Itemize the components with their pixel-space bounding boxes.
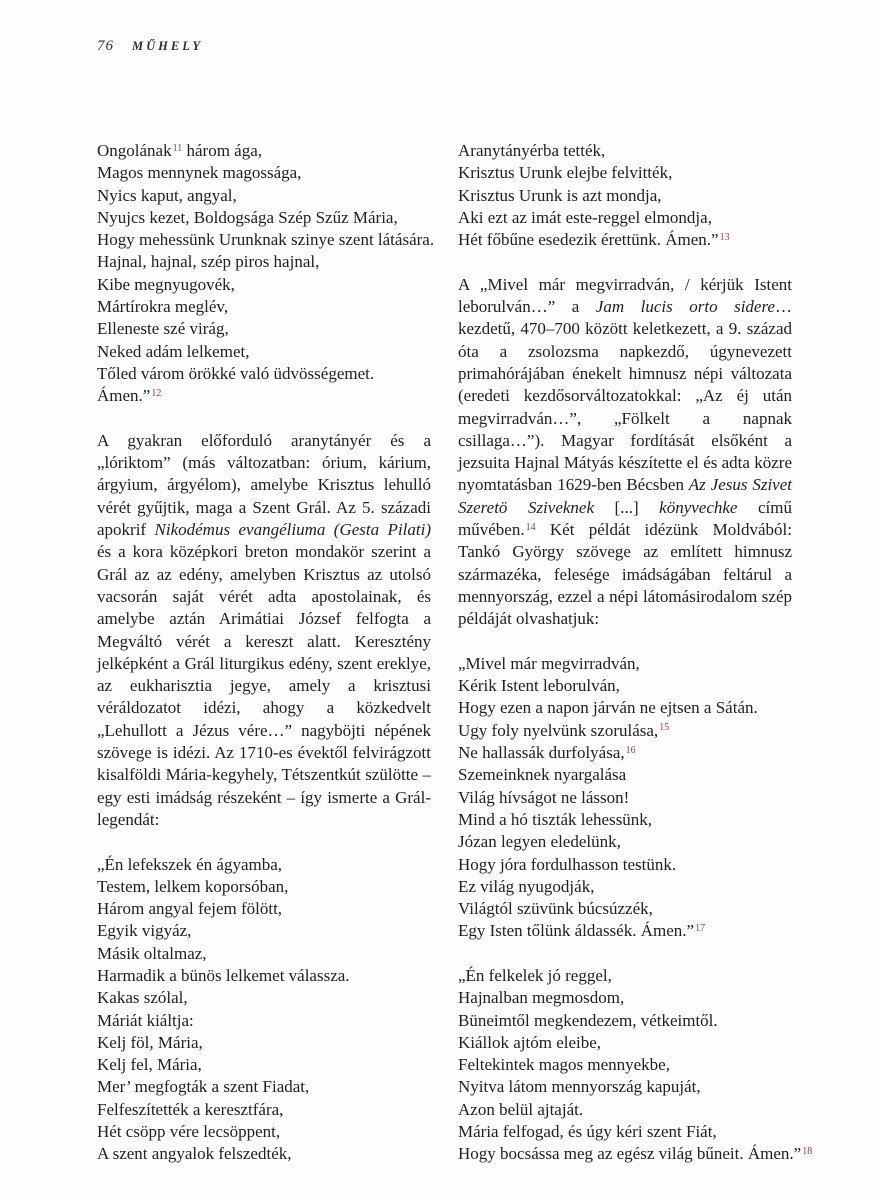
poem-line: Nyujcs kezet, Boldogsága Szép Szűz Mária, [97, 207, 398, 227]
poem-line: Mária felfogad, és úgy kéri szent Fiát, [458, 1122, 717, 1142]
poem-line: Aki ezt az imát este-reggel elmondja, [458, 207, 712, 227]
poem-block [97, 140, 435, 408]
poem-line: Nyitva látom mennyország kapuját, [458, 1077, 701, 1097]
poem-line: Egyik vigyáz, [97, 921, 192, 941]
journal-title: MŰHELY [132, 39, 204, 53]
poem-line: Hogy ezen a napon járván ne ejtsen a Sátán. [458, 698, 758, 718]
poem-line: Világ hívságot ne lásson! [458, 787, 630, 807]
page-number: 76 [97, 38, 114, 54]
footnote-marker: 11 [172, 142, 183, 154]
footnote-marker: 16 [625, 744, 636, 756]
poem-line: Ne hallassák durfolyása,$^{16}$ [458, 743, 636, 763]
poem-block [458, 653, 792, 943]
footnote-marker: 18 [802, 1145, 813, 1157]
footnote-marker: 12 [151, 387, 162, 399]
footnote-marker: 15 [659, 722, 670, 734]
text-columns [97, 140, 813, 1166]
footnote-marker: 17 [695, 922, 706, 934]
poem-line: Tőled várom örökké való üdvösségemet. [97, 363, 375, 383]
poem-line: Kelj föl, Mária, [97, 1032, 203, 1052]
prose-paragraph: A „Mivel már megvirradván, / kérjük Istent leborulván…” a Jam lucis orto sidere… kezdetű, 470–700 között keletkezett, a 9. század óta a zsolozsma napkezdő, úgynevezett primahórájában énekelt himnusz népi változata (eredeti kezdősorváltozatokkal: „Az éj után megvirradván…”, „Fölkelt a napnak csillaga…”). Magyar fordítását elsőként a jezsuita Hajnal Mátyás készítette el és adta közre nyomtatásban 1629-ben Bécsben Az Jesus Szivet Szeretö Sziveknek [...] könyvechke című művében.$^{14}$ Két példát idézünk Moldvából: Tankó György szövege az említett himnusz származéka, felesége imádságában feltárul a mennyország, ezzel a népi látomásirodalom szép példáját olvashatjuk: [458, 274, 793, 629]
prose-paragraph: A gyakran előforduló aranytányér és a „lóriktom” (más változatban: órium, kárium, árgyium, árgyélom), amelybe Krisztus lehulló vérét gyűjtik, maga a Szent Grál. Az 5. századi apokrif Nikodémus evangéliuma (Gesta Pilati) és a kora középkori breton mondakör szerint a Grál az az edény, amelyben Krisztus az utolsó vacsorán saját vérét adta apostolainak, és amelybe aztán Arimátiai József felfogta a Megváltó vérét a kereszt alatt. Keresztény jelképként a Grál liturgikus edény, szent ereklye, az eukharisztia jegye, amely a krisztusi véráldozatot idézi, ahogy a közkedvelt „Lehullott a Jézus vére…” nagyböjti népének szövege is idézi. Az 1710-es évektől felvirágzott kisalföldi Mária-kegyhely, Tétszentkút szülötte – egy esti imádság részeként – így ismerte a Grál-legendát: [97, 430, 431, 829]
poem-block [458, 140, 792, 251]
poem-line: Hét főbűne esedezik érettünk. Ámen.”$^{13}$ [458, 230, 730, 250]
poem-line: Krisztus Urunk elejbe felvitték, [458, 163, 673, 183]
poem-line: Mind a hó tiszták lehessünk, [458, 809, 653, 829]
poem-line: „Én lefekszek én ágyamba, [97, 854, 283, 874]
poem-line: Máriát kiáltja: [97, 1010, 194, 1030]
poem-line: Ez világ nyugodják, [458, 876, 595, 896]
poem-line: Elleneste szé virág, [97, 319, 229, 339]
poem-line: Feltekintek magos mennyekbe, [458, 1055, 670, 1075]
poem-line: Ámen.”$^{12}$ [97, 386, 162, 406]
poem-line: Hét csöpp vére lecsöppent, [97, 1122, 281, 1142]
poem-line: Egy Isten tőlünk áldassék. Ámen.”$^{17}$ [458, 921, 706, 941]
poem-line: Szemeinknek nyargalása [458, 765, 627, 785]
poem-line: Ongolának$^{11}$ három ága, [97, 141, 263, 160]
left-column [97, 140, 435, 1166]
poem-line: Világtól szüvünk búcsúzzék, [458, 899, 653, 919]
right-column [458, 140, 813, 1166]
poem-line: Magos mennynek magossága, [97, 163, 302, 183]
poem-line: A szent angyalok felszedték, [97, 1144, 292, 1164]
poem-block [458, 965, 813, 1166]
poem-line: Három angyal fejem fölött, [97, 899, 283, 919]
poem-block [97, 854, 431, 1166]
poem-line: Hogy bocsássa meg az egész világ bűneit. Ámen.”$^{18}$ [458, 1144, 813, 1164]
poem-line: „Én felkelek jó reggel, [458, 965, 612, 985]
poem-line: Nyics kaput, angyal, [97, 185, 237, 205]
poem-line: Krisztus Urunk is azt mondja, [458, 185, 662, 205]
poem-line: Ugy foly nyelvünk szorulása,$^{15}$ [458, 720, 670, 740]
poem-line: Büneimtől megkendezem, vétkeimtől. [458, 1010, 718, 1030]
poem-line: Kiállok ajtóm eleibe, [458, 1032, 602, 1052]
poem-line: Aranytányérba tették, [458, 141, 606, 160]
poem-line: Hajnal, hajnal, szép piros hajnal, [97, 252, 320, 272]
poem-line: „Mivel már megvirradván, [458, 653, 640, 673]
poem-line: Kibe megnyugovék, [97, 274, 235, 294]
poem-line: Mártírokra meglév, [97, 297, 229, 317]
poem-line: Azon belül ajtaját. [458, 1099, 584, 1119]
poem-line: Harmadik a bünös lelkemet válassza. [97, 965, 350, 985]
poem-line: Józan legyen eledelünk, [458, 832, 621, 852]
poem-line: Hogy mehessünk Urunknak szinye szent látására. [97, 230, 435, 250]
poem-line: Kérik Istent leborulván, [458, 676, 620, 696]
poem-line: Neked adám lelkemet, [97, 341, 250, 361]
poem-line: Felfeszítették a keresztfára, [97, 1099, 284, 1119]
poem-line: Hajnalban megmosdom, [458, 988, 625, 1008]
poem-line: Másik oltalmaz, [97, 943, 207, 963]
footnote-marker: 14 [525, 521, 536, 533]
footnote-marker: 13 [719, 231, 730, 243]
poem-line: Testem, lelkem koporsóban, [97, 876, 289, 896]
poem-line: Hogy jóra fordulhasson testünk. [458, 854, 677, 874]
page-header [97, 38, 203, 55]
poem-line: Kelj fel, Mária, [97, 1055, 202, 1075]
poem-line: Mer’ megfogták a szent Fiadat, [97, 1077, 310, 1097]
poem-line: Kakas szólal, [97, 988, 188, 1008]
